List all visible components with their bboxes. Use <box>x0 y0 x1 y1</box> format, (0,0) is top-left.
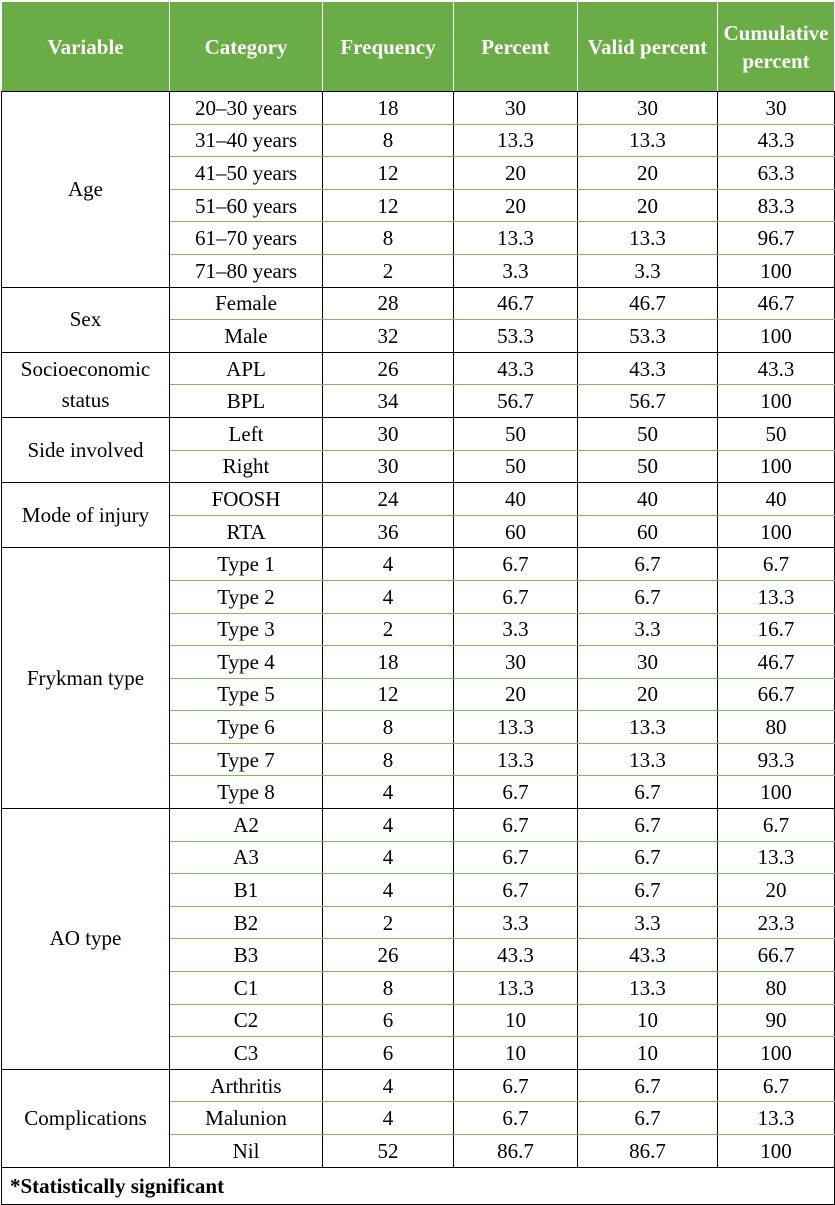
percent-cell: 56.7 <box>454 385 578 418</box>
frequency-cell: 28 <box>323 287 454 320</box>
valid-percent-cell: 6.7 <box>578 841 718 874</box>
cumulative-percent-cell: 100 <box>718 1135 835 1168</box>
percent-cell: 3.3 <box>454 254 578 287</box>
valid-percent-cell: 20 <box>578 189 718 222</box>
cumulative-percent-cell: 100 <box>718 320 835 353</box>
valid-percent-cell: 20 <box>578 157 718 190</box>
frequency-cell: 18 <box>323 92 454 125</box>
percent-cell: 50 <box>454 417 578 450</box>
frequency-cell: 8 <box>323 972 454 1005</box>
category-cell: 31–40 years <box>170 124 323 157</box>
frequency-cell: 4 <box>323 548 454 581</box>
valid-percent-cell: 3.3 <box>578 906 718 939</box>
cumulative-percent-cell: 43.3 <box>718 352 835 385</box>
valid-percent-cell: 50 <box>578 450 718 483</box>
valid-percent-cell: 20 <box>578 678 718 711</box>
cumulative-percent-cell: 6.7 <box>718 548 835 581</box>
percent-cell: 53.3 <box>454 320 578 353</box>
cumulative-percent-cell: 13.3 <box>718 580 835 613</box>
valid-percent-cell: 43.3 <box>578 939 718 972</box>
category-cell: 20–30 years <box>170 92 323 125</box>
cumulative-percent-cell: 100 <box>718 385 835 418</box>
frequency-cell: 8 <box>323 222 454 255</box>
valid-percent-cell: 13.3 <box>578 711 718 744</box>
valid-percent-cell: 3.3 <box>578 613 718 646</box>
category-cell: Left <box>170 417 323 450</box>
cumulative-percent-cell: 16.7 <box>718 613 835 646</box>
category-cell: Female <box>170 287 323 320</box>
table-row <box>2 92 835 125</box>
cumulative-percent-cell: 63.3 <box>718 157 835 190</box>
percent-cell: 43.3 <box>454 352 578 385</box>
valid-percent-cell: 6.7 <box>578 580 718 613</box>
valid-percent-cell: 40 <box>578 483 718 516</box>
cumulative-percent-cell: 66.7 <box>718 939 835 972</box>
table-row <box>2 483 835 516</box>
percent-cell: 6.7 <box>454 776 578 809</box>
variable-cell: AO type <box>2 809 170 1070</box>
percent-cell: 50 <box>454 450 578 483</box>
valid-percent-cell: 30 <box>578 646 718 679</box>
percent-cell: 13.3 <box>454 711 578 744</box>
variable-cell: Mode of injury <box>2 483 170 548</box>
footnote: *Statistically significant <box>2 1167 835 1204</box>
percent-cell: 10 <box>454 1004 578 1037</box>
table-body <box>2 92 835 1168</box>
cumulative-percent-cell: 23.3 <box>718 906 835 939</box>
frequency-cell: 4 <box>323 580 454 613</box>
cumulative-percent-cell: 46.7 <box>718 646 835 679</box>
percent-cell: 20 <box>454 678 578 711</box>
category-cell: Type 4 <box>170 646 323 679</box>
percent-cell: 60 <box>454 515 578 548</box>
frequency-cell: 26 <box>323 939 454 972</box>
cumulative-percent-cell: 20 <box>718 874 835 907</box>
valid-percent-cell: 6.7 <box>578 548 718 581</box>
frequency-cell: 2 <box>323 254 454 287</box>
variable-cell: Sex <box>2 287 170 352</box>
category-cell: B2 <box>170 906 323 939</box>
percent-cell: 20 <box>454 189 578 222</box>
frequency-cell: 12 <box>323 678 454 711</box>
variable-cell: Complications <box>2 1069 170 1167</box>
cumulative-percent-cell: 96.7 <box>718 222 835 255</box>
cumulative-percent-cell: 100 <box>718 450 835 483</box>
percent-cell: 13.3 <box>454 124 578 157</box>
category-cell: Type 5 <box>170 678 323 711</box>
frequency-cell: 8 <box>323 124 454 157</box>
valid-percent-cell: 13.3 <box>578 972 718 1005</box>
valid-percent-cell: 30 <box>578 92 718 125</box>
table-row <box>2 417 835 450</box>
frequency-cell: 4 <box>323 776 454 809</box>
variable-cell: Frykman type <box>2 548 170 809</box>
percent-cell: 30 <box>454 92 578 125</box>
frequency-cell: 8 <box>323 711 454 744</box>
table-row <box>2 548 835 581</box>
frequency-cell: 2 <box>323 613 454 646</box>
frequency-cell: 30 <box>323 417 454 450</box>
percent-cell: 43.3 <box>454 939 578 972</box>
frequency-cell: 12 <box>323 157 454 190</box>
valid-percent-cell: 3.3 <box>578 254 718 287</box>
percent-cell: 86.7 <box>454 1135 578 1168</box>
category-cell: A3 <box>170 841 323 874</box>
cumulative-percent-cell: 100 <box>718 515 835 548</box>
category-cell: C1 <box>170 972 323 1005</box>
category-cell: B1 <box>170 874 323 907</box>
valid-percent-cell: 10 <box>578 1037 718 1070</box>
table-row <box>2 1069 835 1102</box>
frequency-cell: 26 <box>323 352 454 385</box>
valid-percent-cell: 6.7 <box>578 1069 718 1102</box>
frequency-cell: 24 <box>323 483 454 516</box>
percent-cell: 20 <box>454 157 578 190</box>
table-row <box>2 809 835 842</box>
cumulative-percent-cell: 50 <box>718 417 835 450</box>
cumulative-percent-cell: 83.3 <box>718 189 835 222</box>
cumulative-percent-cell: 66.7 <box>718 678 835 711</box>
category-cell: Right <box>170 450 323 483</box>
category-cell: 71–80 years <box>170 254 323 287</box>
cumulative-percent-cell: 46.7 <box>718 287 835 320</box>
frequency-cell: 36 <box>323 515 454 548</box>
header-percent: Percent <box>454 2 578 92</box>
category-cell: A2 <box>170 809 323 842</box>
category-cell: APL <box>170 352 323 385</box>
valid-percent-cell: 43.3 <box>578 352 718 385</box>
category-cell: C2 <box>170 1004 323 1037</box>
frequency-cell: 2 <box>323 906 454 939</box>
category-cell: Nil <box>170 1135 323 1168</box>
frequency-cell: 52 <box>323 1135 454 1168</box>
category-cell: 51–60 years <box>170 189 323 222</box>
percent-cell: 10 <box>454 1037 578 1070</box>
percent-cell: 3.3 <box>454 906 578 939</box>
category-cell: Arthritis <box>170 1069 323 1102</box>
percent-cell: 6.7 <box>454 1069 578 1102</box>
header-row <box>2 2 835 92</box>
percent-cell: 6.7 <box>454 874 578 907</box>
valid-percent-cell: 13.3 <box>578 124 718 157</box>
valid-percent-cell: 13.3 <box>578 743 718 776</box>
variable-cell: Socioeconomic status <box>2 352 170 417</box>
valid-percent-cell: 6.7 <box>578 1102 718 1135</box>
cumulative-percent-cell: 80 <box>718 711 835 744</box>
percent-cell: 6.7 <box>454 809 578 842</box>
cumulative-percent-cell: 13.3 <box>718 1102 835 1135</box>
category-cell: Type 8 <box>170 776 323 809</box>
percent-cell: 6.7 <box>454 548 578 581</box>
valid-percent-cell: 6.7 <box>578 776 718 809</box>
table-row <box>2 287 835 320</box>
frequency-cell: 12 <box>323 189 454 222</box>
header-valid-percent: Valid percent <box>578 2 718 92</box>
header-frequency: Frequency <box>323 2 454 92</box>
percent-cell: 6.7 <box>454 841 578 874</box>
footnote-row <box>2 1167 835 1204</box>
valid-percent-cell: 50 <box>578 417 718 450</box>
percent-cell: 40 <box>454 483 578 516</box>
category-cell: RTA <box>170 515 323 548</box>
valid-percent-cell: 60 <box>578 515 718 548</box>
category-cell: C3 <box>170 1037 323 1070</box>
category-cell: 61–70 years <box>170 222 323 255</box>
percent-cell: 3.3 <box>454 613 578 646</box>
frequency-cell: 6 <box>323 1037 454 1070</box>
cumulative-percent-cell: 80 <box>718 972 835 1005</box>
cumulative-percent-cell: 43.3 <box>718 124 835 157</box>
category-cell: B3 <box>170 939 323 972</box>
percent-cell: 30 <box>454 646 578 679</box>
cumulative-percent-cell: 100 <box>718 254 835 287</box>
cumulative-percent-cell: 93.3 <box>718 743 835 776</box>
valid-percent-cell: 53.3 <box>578 320 718 353</box>
variable-cell: Side involved <box>2 417 170 482</box>
table-row <box>2 352 835 385</box>
category-cell: FOOSH <box>170 483 323 516</box>
cumulative-percent-cell: 90 <box>718 1004 835 1037</box>
cumulative-percent-cell: 13.3 <box>718 841 835 874</box>
category-cell: Male <box>170 320 323 353</box>
frequency-cell: 18 <box>323 646 454 679</box>
percent-cell: 46.7 <box>454 287 578 320</box>
header-variable: Variable <box>2 2 170 92</box>
valid-percent-cell: 86.7 <box>578 1135 718 1168</box>
percent-cell: 13.3 <box>454 972 578 1005</box>
frequency-cell: 4 <box>323 841 454 874</box>
frequency-cell: 30 <box>323 450 454 483</box>
valid-percent-cell: 56.7 <box>578 385 718 418</box>
variable-cell: Age <box>2 92 170 288</box>
category-cell: Type 1 <box>170 548 323 581</box>
cumulative-percent-cell: 6.7 <box>718 809 835 842</box>
percent-cell: 6.7 <box>454 1102 578 1135</box>
frequency-cell: 32 <box>323 320 454 353</box>
cumulative-percent-cell: 6.7 <box>718 1069 835 1102</box>
frequency-cell: 34 <box>323 385 454 418</box>
valid-percent-cell: 6.7 <box>578 874 718 907</box>
cumulative-percent-cell: 100 <box>718 1037 835 1070</box>
valid-percent-cell: 10 <box>578 1004 718 1037</box>
frequency-cell: 4 <box>323 874 454 907</box>
cumulative-percent-cell: 30 <box>718 92 835 125</box>
percent-cell: 13.3 <box>454 743 578 776</box>
category-cell: BPL <box>170 385 323 418</box>
cumulative-percent-cell: 40 <box>718 483 835 516</box>
category-cell: Malunion <box>170 1102 323 1135</box>
frequency-table <box>1 1 835 1205</box>
percent-cell: 6.7 <box>454 580 578 613</box>
category-cell: Type 2 <box>170 580 323 613</box>
category-cell: Type 6 <box>170 711 323 744</box>
cumulative-percent-cell: 100 <box>718 776 835 809</box>
header-cumulative-percent: Cumulative percent <box>718 2 835 92</box>
frequency-cell: 6 <box>323 1004 454 1037</box>
valid-percent-cell: 6.7 <box>578 809 718 842</box>
header-category: Category <box>170 2 323 92</box>
percent-cell: 13.3 <box>454 222 578 255</box>
frequency-cell: 4 <box>323 809 454 842</box>
frequency-cell: 8 <box>323 743 454 776</box>
valid-percent-cell: 13.3 <box>578 222 718 255</box>
category-cell: 41–50 years <box>170 157 323 190</box>
valid-percent-cell: 46.7 <box>578 287 718 320</box>
frequency-cell: 4 <box>323 1069 454 1102</box>
frequency-cell: 4 <box>323 1102 454 1135</box>
category-cell: Type 3 <box>170 613 323 646</box>
category-cell: Type 7 <box>170 743 323 776</box>
